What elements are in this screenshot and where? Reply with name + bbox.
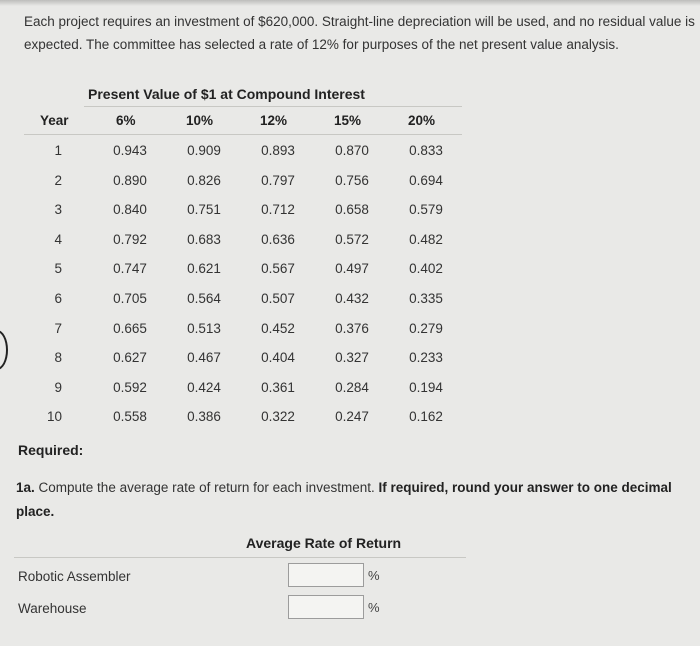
pv-cell-15pct: 0.284 — [335, 379, 369, 395]
answer-header-rule — [14, 557, 466, 558]
row-label-robotic-assembler: Robotic Assembler — [18, 569, 131, 584]
rate-header-15: 15% — [334, 113, 362, 128]
question-1a — [16, 476, 700, 524]
pv-cell-15pct: 0.572 — [335, 231, 369, 247]
year-cell: 4 — [54, 231, 62, 247]
year-cell: 2 — [54, 172, 62, 188]
scroll-edge-decoration — [0, 330, 8, 370]
question-number: 1a. — [16, 480, 35, 495]
pv-cell-20pct: 0.402 — [409, 261, 443, 277]
year-cell: 10 — [46, 409, 62, 425]
pv-table-title: Present Value of $1 at Compound Interest — [88, 86, 365, 102]
rate-header-10: 10% — [186, 113, 214, 128]
pv-cell-10pct: 0.386 — [187, 409, 221, 425]
required-label: Required: — [18, 442, 84, 458]
pv-cell-12pct: 0.567 — [261, 261, 295, 277]
pv-cell-20pct: 0.335 — [409, 291, 443, 306]
row-label-warehouse: Warehouse — [18, 601, 87, 616]
pv-cell-6pct: 0.890 — [113, 172, 147, 188]
rate-header-6: 6% — [116, 113, 136, 128]
pv-cell-10pct: 0.826 — [187, 172, 221, 188]
pv-cell-12pct: 0.361 — [261, 379, 295, 395]
pv-cell-10pct: 0.467 — [187, 350, 221, 366]
pv-cell-20pct: 0.579 — [409, 202, 443, 218]
pv-cell-12pct: 0.636 — [261, 231, 295, 247]
pv-cell-10pct: 0.424 — [187, 379, 221, 395]
pv-cell-6pct: 0.792 — [113, 231, 147, 247]
pv-cell-20pct: 0.279 — [409, 320, 443, 336]
year-cell: 5 — [54, 261, 62, 277]
pv-cell-10pct: 0.621 — [187, 261, 221, 277]
pv-cell-15pct: 0.870 — [335, 143, 369, 158]
problem-intro: Each project requires an investment of $620,000. Straight-line depreciation will be used, and no residual value is expected. The committee has selected a rate of 12% for purposes of the net present value analysis. — [24, 14, 695, 52]
pv-cell-12pct: 0.404 — [261, 350, 295, 366]
pv-cell-6pct: 0.558 — [113, 409, 147, 425]
pv-cell-12pct: 0.712 — [261, 202, 295, 218]
pv-cell-20pct: 0.162 — [409, 409, 443, 425]
pv-cell-12pct: 0.507 — [261, 291, 295, 306]
pv-cell-6pct: 0.627 — [113, 350, 147, 366]
year-cell: 6 — [54, 291, 62, 306]
rate-header-20: 20% — [408, 113, 436, 128]
pv-cell-20pct: 0.194 — [409, 379, 443, 395]
pv-cell-6pct: 0.665 — [113, 320, 147, 336]
warehouse-input[interactable] — [288, 595, 364, 619]
year-cell: 9 — [54, 379, 62, 395]
robotic-assembler-pct: % — [368, 568, 380, 583]
pv-cell-6pct: 0.592 — [113, 379, 147, 395]
pv-cell-15pct: 0.432 — [335, 291, 369, 306]
pv-cell-10pct: 0.564 — [187, 291, 221, 306]
pv-cell-12pct: 0.797 — [261, 172, 295, 188]
top-edge-shadow — [0, 0, 700, 6]
pv-cell-12pct: 0.452 — [261, 320, 295, 336]
pv-cell-6pct: 0.705 — [113, 291, 147, 306]
rate-header-12: 12% — [260, 113, 288, 128]
pv-cell-15pct: 0.497 — [335, 261, 369, 277]
pv-cell-15pct: 0.658 — [335, 202, 369, 218]
pv-cell-20pct: 0.233 — [409, 350, 443, 366]
pv-cell-6pct: 0.840 — [113, 202, 147, 218]
pv-cell-12pct: 0.893 — [261, 143, 295, 158]
pv-cell-6pct: 0.943 — [113, 143, 147, 158]
pv-cell-6pct: 0.747 — [113, 261, 147, 277]
warehouse-pct: % — [368, 600, 380, 615]
pv-cell-15pct: 0.327 — [335, 350, 369, 366]
year-cell: 1 — [54, 143, 62, 158]
pv-title-rule — [84, 106, 462, 107]
pv-cell-15pct: 0.756 — [335, 172, 369, 188]
pv-cell-10pct: 0.909 — [187, 143, 221, 158]
header-rule — [24, 134, 462, 135]
year-cell: 8 — [54, 350, 62, 366]
year-cell: 7 — [54, 320, 62, 336]
pv-cell-12pct: 0.322 — [261, 409, 295, 425]
pv-cell-10pct: 0.513 — [187, 320, 221, 336]
robotic-assembler-input[interactable] — [288, 563, 364, 587]
pv-cell-20pct: 0.694 — [409, 172, 443, 188]
year-header: Year — [40, 113, 69, 128]
question-rounding-note: If required, round your answer to one decimal place. — [16, 480, 672, 519]
pv-cell-10pct: 0.683 — [187, 231, 221, 247]
pv-cell-15pct: 0.247 — [335, 409, 369, 425]
avg-rate-header: Average Rate of Return — [246, 535, 402, 551]
question-text: Compute the average rate of return for each investment. — [34, 480, 379, 495]
pv-cell-15pct: 0.376 — [335, 320, 369, 336]
pv-cell-10pct: 0.751 — [187, 202, 221, 218]
pv-cell-20pct: 0.482 — [409, 231, 443, 247]
year-cell: 3 — [54, 202, 62, 218]
pv-cell-20pct: 0.833 — [409, 143, 443, 158]
